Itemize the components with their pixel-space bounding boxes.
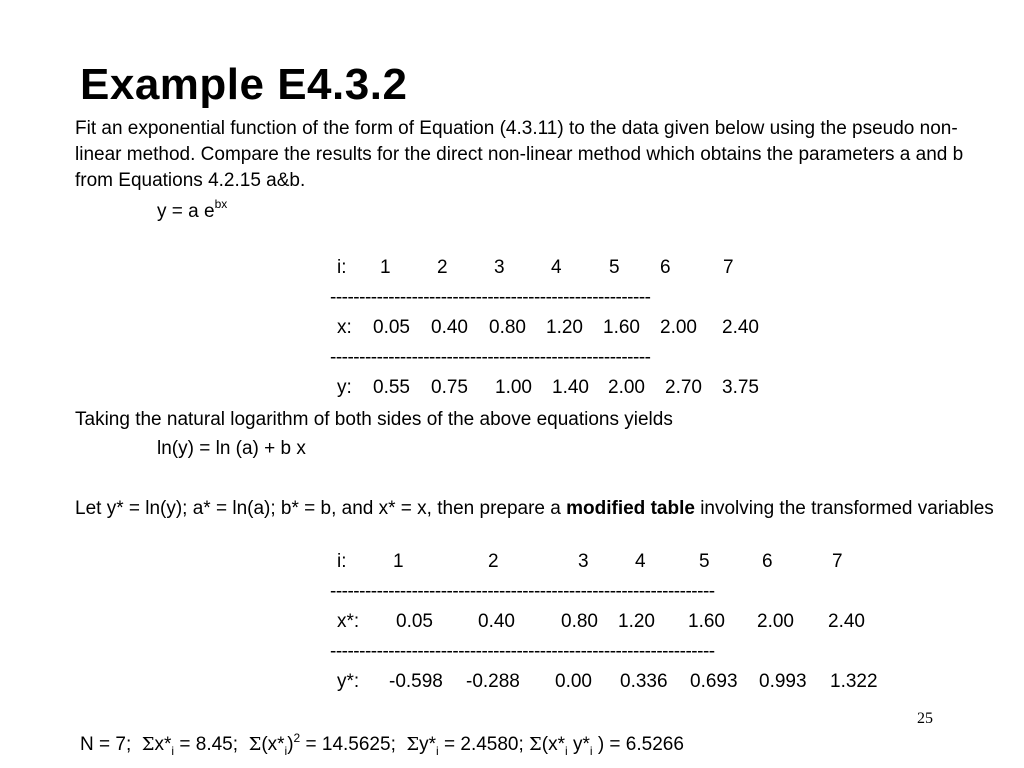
summary-n: N = 7; [80, 734, 142, 755]
model-equation-base: y = a e [157, 201, 215, 222]
table2-i-cell: 7 [832, 551, 843, 572]
sigma-symbol: Σ [248, 734, 262, 755]
sum-x2-text: (x* [261, 734, 285, 755]
table2-y-cell: 0.993 [759, 671, 807, 692]
table2-i-label: i: [337, 551, 347, 572]
table2-y-cell: 0.336 [620, 671, 668, 692]
model-equation-exponent: bx [214, 197, 228, 211]
table1-y-cell: 2.70 [665, 377, 702, 398]
sum-xy-text: (x* [541, 734, 566, 755]
sigma-symbol: Σ [529, 734, 542, 755]
table1-x-cell: 1.20 [546, 317, 583, 338]
log-paragraph: Taking the natural logarithm of both sides of the above equations yields [75, 409, 673, 430]
table2-i-cell: 6 [762, 551, 773, 572]
sum-y-text: y* [419, 734, 437, 755]
table1-y-cell: 2.00 [608, 377, 645, 398]
sum-y-subscript: i [436, 744, 439, 758]
table2-separator: ------------------------------------------------------------------ [330, 641, 715, 662]
log-equation: ln(y) = ln (a) + b x [157, 438, 306, 459]
table1-separator: ------------------------------------------------------- [330, 347, 651, 368]
table2-x-cell: 2.40 [828, 611, 865, 632]
table1-y-cell: 1.40 [552, 377, 589, 398]
sum-xy-value: ) = 6.5266 [592, 734, 684, 755]
table1-separator: ------------------------------------------------------- [330, 287, 651, 308]
table1-y-cell: 3.75 [722, 377, 759, 398]
table2-x-cell: 1.20 [618, 611, 655, 632]
table2-i-cell: 3 [578, 551, 589, 572]
model-equation [157, 197, 227, 223]
sum-x-subscript: i [171, 744, 175, 758]
table1-x-cell: 2.00 [660, 317, 697, 338]
summary-statistics [80, 731, 684, 758]
table1-x-cell: 0.05 [373, 317, 410, 338]
table1-x-cell: 2.40 [722, 317, 759, 338]
table2-x-cell: 0.40 [478, 611, 515, 632]
sum-x2-subscript: i [284, 744, 288, 758]
sum-x2-paren: ) [287, 734, 294, 755]
table1-x-cell: 0.40 [431, 317, 468, 338]
table2-i-cell: 1 [393, 551, 404, 572]
transform-bold-term: modified table [566, 498, 695, 519]
sum-xy-middle: y* [567, 734, 590, 755]
table1-i-cell: 6 [660, 257, 671, 278]
slide-title: Example E4.3.2 [80, 60, 408, 109]
table2-y-cell: -0.288 [466, 671, 520, 692]
table2-x-cell: 0.80 [561, 611, 598, 632]
intro-paragraph: Fit an exponential function of the form of Equation (4.3.11) to the data given below using the pseudo non-linear method. Compare the results for the direct non-linear method which obtains the parameters a and b from Equations 4.2.15 a&b. [75, 118, 964, 191]
table1-y-label: y: [337, 377, 352, 398]
table1-i-cell: 5 [609, 257, 620, 278]
table1-i-cell: 7 [723, 257, 734, 278]
table1-y-cell: 1.00 [495, 377, 532, 398]
sum-xy-subscript: i [565, 744, 568, 758]
transform-text-before: Let y* = ln(y); a* = ln(a); b* = b, and x* = x, then prepare a [75, 498, 567, 519]
table2-y-cell: -0.598 [389, 671, 443, 692]
table1-i-cell: 3 [494, 257, 505, 278]
table2-i-cell: 2 [488, 551, 499, 572]
table1-x-cell: 1.60 [603, 317, 640, 338]
transform-paragraph [75, 496, 995, 522]
sum-xy-subscript: i [589, 744, 593, 758]
table1-y-cell: 0.75 [431, 377, 468, 398]
table2-y-cell: 0.693 [690, 671, 738, 692]
table1-i-cell: 1 [380, 257, 391, 278]
table1-i-cell: 4 [551, 257, 562, 278]
table1-y-cell: 0.55 [373, 377, 410, 398]
table1-x-label: x: [337, 317, 352, 338]
page-number: 25 [917, 710, 933, 727]
table1-x-cell: 0.80 [489, 317, 526, 338]
table2-y-cell: 0.00 [555, 671, 592, 692]
sigma-symbol: Σ [406, 734, 420, 755]
table2-y-label: y*: [337, 671, 360, 692]
sum-y-value: = 2.4580; [438, 734, 530, 755]
transform-text-after: involving the transformed variables [694, 498, 994, 519]
table2-x-cell: 0.05 [396, 611, 433, 632]
table1-i-cell: 2 [437, 257, 448, 278]
sum-x-value: = 8.45; [174, 734, 249, 755]
table2-x-cell: 1.60 [688, 611, 725, 632]
table1-i-label: i: [337, 257, 347, 278]
table2-x-label: x*: [337, 611, 360, 632]
table2-separator: ------------------------------------------------------------------ [330, 581, 715, 602]
sum-x-text: x* [154, 734, 172, 755]
sigma-symbol: Σ [141, 734, 155, 755]
table2-i-cell: 5 [699, 551, 710, 572]
sum-x2-exponent: 2 [293, 731, 301, 745]
table2-x-cell: 2.00 [757, 611, 794, 632]
table2-y-cell: 1.322 [830, 671, 878, 692]
table2-i-cell: 4 [635, 551, 646, 572]
sum-x2-value: = 14.5625; [300, 734, 407, 755]
